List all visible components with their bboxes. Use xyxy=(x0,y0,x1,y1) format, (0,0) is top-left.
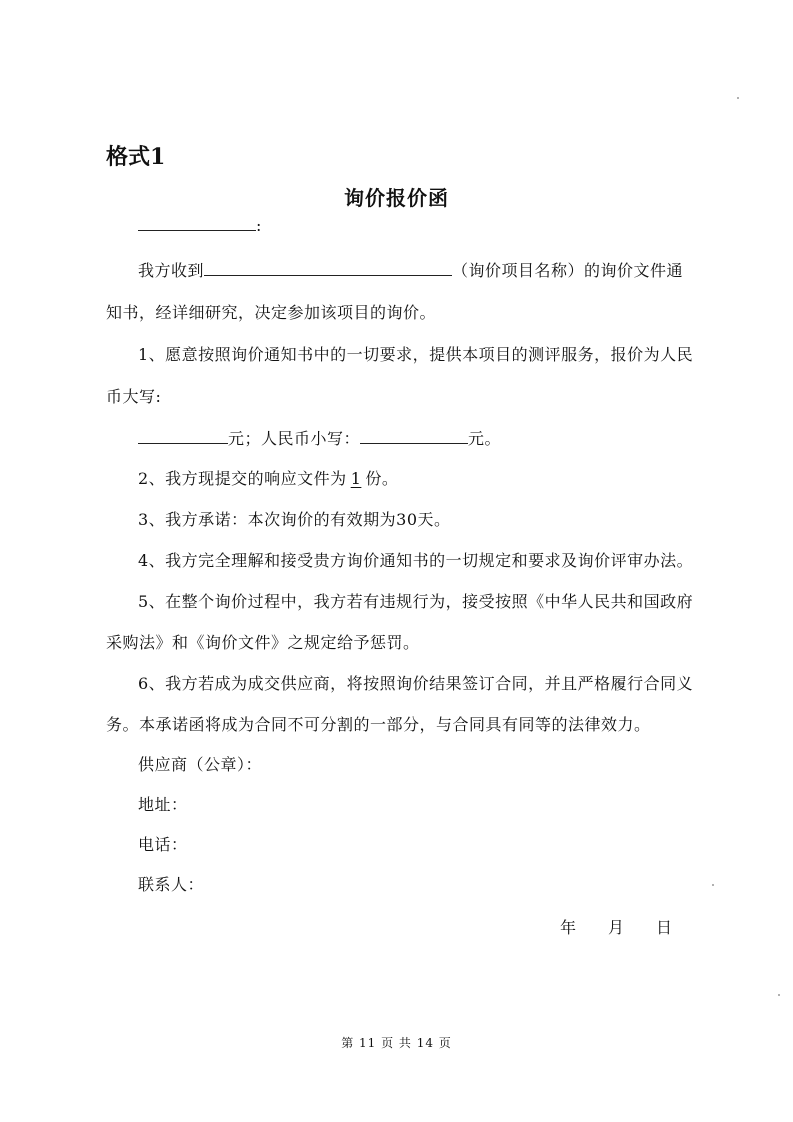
intro-line-1 xyxy=(138,258,683,281)
item-4: 4、我方完全理解和接受贵方询价通知书的一切规定和要求及询价评审办法。 xyxy=(138,551,694,570)
item-1-line-1: 1、愿意按照询价通知书中的一切要求，提供本项目的测评服务，报价为人民 xyxy=(138,345,694,364)
date-year: 年 xyxy=(560,918,577,937)
item-2-suffix: 份。 xyxy=(365,469,399,488)
amount-uppercase-blank xyxy=(138,429,228,444)
item-2-copies: 1 xyxy=(350,469,362,488)
item-6-line-1: 6、我方若成为成交供应商，将按照询价结果签订合同，并且严格履行合同义 xyxy=(138,674,694,693)
contact-label: 联系人： xyxy=(138,875,205,894)
scan-speck xyxy=(712,884,714,886)
date-line xyxy=(560,915,673,938)
item-3: 3、我方承诺：本次询价的有效期为30天。 xyxy=(138,510,451,529)
supplier-seal-label: 供应商（公章）： xyxy=(138,755,263,774)
item-1-line-2: 币大写: xyxy=(106,387,162,406)
item-2 xyxy=(138,466,398,489)
amount-unit-label: 元；人民币小写： xyxy=(228,429,361,448)
phone-label: 电话： xyxy=(138,835,188,854)
item-1-amount-line xyxy=(138,426,501,449)
intro-line-2: 知书，经详细研究，决定参加该项目的询价。 xyxy=(106,303,437,322)
item-5-line-2: 采购法》和《询价文件》之规定给予惩罚。 xyxy=(106,633,420,652)
addressee-line xyxy=(138,216,262,235)
amount-lowercase-blank xyxy=(360,429,468,444)
addressee-suffix: : xyxy=(256,216,262,235)
addressee-blank xyxy=(138,216,256,231)
date-day: 日 xyxy=(656,918,673,937)
date-month: 月 xyxy=(608,918,625,937)
scan-speck xyxy=(737,97,739,99)
scan-speck xyxy=(778,994,780,996)
project-name-blank xyxy=(204,261,452,276)
item-5-line-1: 5、在整个询价过程中，我方若有违规行为，接受按照《中华人民共和国政府 xyxy=(138,592,694,611)
address-label: 地址： xyxy=(138,795,188,814)
intro-project-note: （询价项目名称）的询价文件通 xyxy=(452,261,684,280)
amount-end-label: 元。 xyxy=(468,429,502,448)
item-2-prefix: 2、我方现提交的响应文件为 xyxy=(138,469,347,488)
document-title: 询价报价函 xyxy=(344,186,449,210)
item-6-line-2: 务。本承诺函将成为合同不可分割的一部分，与合同具有同等的法律效力。 xyxy=(106,715,651,734)
format-label: 格式1 xyxy=(106,144,166,170)
page-number-footer: 第 11 页 共 14 页 xyxy=(341,1036,452,1050)
intro-prefix: 我方收到 xyxy=(138,261,205,280)
